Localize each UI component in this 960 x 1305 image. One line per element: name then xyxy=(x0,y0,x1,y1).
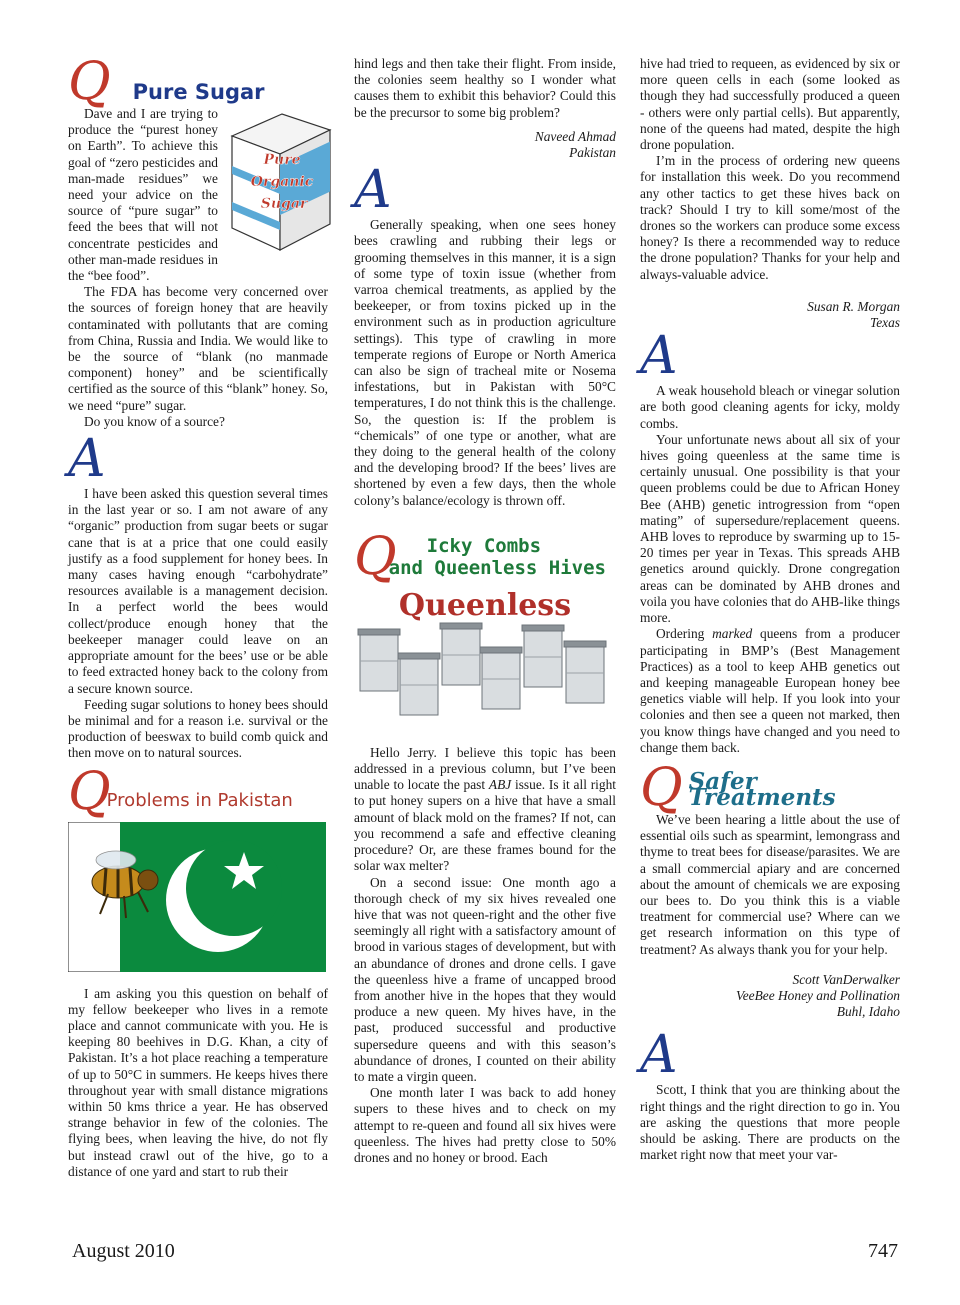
question-letter: Q xyxy=(68,761,111,822)
queenless-hives-illustration xyxy=(354,585,616,735)
paragraph: Feeding sugar solutions to honey bees should be minimal and for a reason i.e. survival or the production of beeswax to build comb quick and then move on to natural sources. xyxy=(68,696,328,761)
answer-letter: A xyxy=(354,160,392,221)
paragraph: I have been asked this question several times in the last year or so. I am not aware of any “organic” production from sugar beets or sugar cane that is at a price that one could easily justify as a food supplement for honey bees. In many cases having enough “carbohydrate” resources available is a management decision. In a perfect world the bees would collect/produce enough honey that the beekeeper manager could leave on an appropriate amount for the bees’ use or be able to feed extracted honey back to the colony from a secure known source. xyxy=(68,486,328,696)
column-1 xyxy=(68,52,328,1180)
answer-letter: A xyxy=(68,429,106,490)
text-run: issue. Is it all right to put honey supers on a hive that have a small amount of black mold on the frames? If not, can you recommend a safe and effective cleaning procedure? Or, are these frames bound for the solar wax melter? xyxy=(354,777,616,874)
journal-abbrev: ABJ xyxy=(488,777,512,793)
footer-date: August 2010 xyxy=(72,1240,175,1262)
emphasis: marked xyxy=(712,626,753,642)
question-header-pakistan xyxy=(68,761,328,822)
signature-org: VeeBee Honey and Pollination xyxy=(736,987,900,1003)
queenless-label: Queenless xyxy=(398,587,572,623)
question-letter: Q xyxy=(68,52,111,112)
paragraph: Scott, I think that you are thinking about the right things and the right direction to go in. You are asking the questions that more people should be asking. There are products on the market right now that meet your var- xyxy=(640,1082,900,1163)
paragraph: Dave and I are trying to produce the “purest honey on Earth”. To achieve this goal of “zero pesticides and man-made residues” we need your advice on the source of “pure sugar” to feed the bees that will not concentrate pesticides and other man-made residues in the “bee food”. xyxy=(68,106,218,284)
sugar-box-label-3: Sugar xyxy=(260,196,308,212)
paragraph: hive had tried to requeen, as evidenced by six or more queen cells in each (some looked as though they had successfully produced a queen - others were only partial cells). But apparently, none of the queens had mated, despite the high drone population. xyxy=(640,56,900,153)
answer-letter: A xyxy=(640,326,678,387)
signature-name: Scott VanDerwalker xyxy=(792,971,900,987)
paragraph: Do you know of a source? xyxy=(84,413,225,429)
paragraph xyxy=(640,626,900,756)
paragraph xyxy=(354,745,616,875)
paragraph: hind legs and then take their flight. From inside, the colonies seem healthy so I wonder what causes them to exhibit this behavior? Could this be the precursor to some big problem? xyxy=(354,56,616,120)
column-2 xyxy=(354,56,616,1166)
question-header-safer-treatments xyxy=(640,757,900,818)
section-title xyxy=(388,534,606,579)
page-number: 747 xyxy=(868,1240,898,1262)
signature-place: Texas xyxy=(869,315,900,331)
paragraph: I am asking you this question on behalf of my fellow beekeeper who lives in a remote place and cannot communicate with you. He is keeping 80 beehives in D.G. Khan, a city of Pakistan. It’s a hot place reaching a temperature of up to 50°C in summers. He keeps hives there throughout year with small distance migrations within 50 kms thrice a year. He has observed strange behavior in few of the colonies. The flying bees, when leaving the hive, do not fly but instead crawl out of the hive, go to a distance of one yard and start to rub their xyxy=(68,985,328,1179)
question-header-icky-combs xyxy=(354,523,616,587)
question-letter: Q xyxy=(354,526,397,587)
paragraph: I’m in the process of ordering new queens for installation this week. Do you recommend any other tactics to get these hives back on track? Should I try to kill some/most of the drones so the workers can produce some excess honey? Is there a recommended way to reduce the drone population? Thanks for your help and always-valuable advice. xyxy=(640,153,900,282)
paragraph: A weak household bleach or vinegar solution are both good cleaning agents for icky, moldy combs. xyxy=(640,383,900,431)
pakistan-flag-bee-illustration xyxy=(68,822,326,972)
signature-place: Buhl, Idaho xyxy=(836,1004,900,1020)
section-title-line-1: Icky Combs xyxy=(426,534,542,557)
paragraph: One month later I was back to add honey supers to these hives and to check on my attempt to re-queen and found all six hives were queenless. The hives had pretty close to 50% drones and no honey or brood. Each xyxy=(354,1085,616,1165)
signature-name: Susan R. Morgan xyxy=(807,298,900,314)
question-header-pure-sugar xyxy=(68,52,328,112)
paragraph: Your unfortunate news about all six of your hives going queenless at the same time is certainly unusual. One possibility is that your queen problems could be due to African Honey Bee (AHB) genetic introgression from “open mating” of supersedure/replacement queens. AHB loves to reproduce by swarming up to 15-20 times per year in Texas. This spreads AHB genetics around quickly. Drone congregation areas can be dominated by AHB drones and voila you have colonies that do AHB-like things more. xyxy=(640,431,900,626)
section-title-line-2: and Queenless Hives xyxy=(388,556,606,579)
sugar-box-label-1: Pure xyxy=(263,152,301,168)
text-run: queens from a producer participating in BMP’s (Best Management Practices) as a tool to keep AHB genetics out and keeping manageable European honey bee genetics viable will help. If you look into your colonies and then see a queen not marked, then you know things have changed and you need to change them back. xyxy=(640,626,900,755)
section-title: Pure Sugar xyxy=(132,79,265,104)
sugar-box-label-2: Organic xyxy=(250,174,314,190)
text-run: Ordering xyxy=(656,626,713,642)
paragraph: Generally speaking, when one sees honey bees crawling and rubbing their legs or grooming themselves in this manner, it is a sign of some type of toxin issue (whether from varroa chemical treatments, as applied by the beekeeper, or from toxins picked up in the environment such as in production agriculture settings). This type of crawling in more temperate regions of Europe or North America can also be sign of tracheal mite or Nosema infestations, but in Pakistan with 50°C temperatures, I do not think this is the challenge. So, the question is: If the problem is “chemicals” of one type or another, what are they doing to the general health of the colony and the developing brood? If the bees’ lives are shortened by even a few days, then the whole colony’s balance/ecology is thrown off. xyxy=(354,217,616,508)
text-run: Hello Jerry. I believe this topic has been addressed in a previous column, but I’ve been unable to locate the past xyxy=(354,744,616,793)
sugar-box-illustration xyxy=(222,106,334,254)
signature-name: Naveed Ahmad xyxy=(534,128,616,144)
paragraph: On a second issue: One month ago a thorough check of my six hives revealed one hive that was not queen-right and the other five seemingly all right with a satisfactory amount of brood in various stages of development, but with an abundance of drones and drone cells. I gave the queenless hive a frame of uncapped brood from another hive in the hopes that they would produce a new queen. My hives have, in the past, produced successful and productive supersedure queens and with this season’s abundance of drones, I counted on their ability to mate a virgin queen. xyxy=(354,874,616,1084)
paragraph: We’ve been hearing a little about the use of essential oils such as spearmint, lemongrass and thyme to treat bees for disease/parasites. We are a small commercial apiary and are concerned about the amount of chemicals we are exposing our bees to. Do you think this is a viable treatment for commercial use? Where can we get research information on this type of treatment? As always thank you for your help. xyxy=(640,811,900,957)
section-title: Problems in Pakistan xyxy=(106,790,293,812)
section-title: Safer Treatments xyxy=(688,767,836,811)
signature-place: Pakistan xyxy=(569,145,616,161)
answer-letter: A xyxy=(640,1025,678,1086)
column-3 xyxy=(640,56,900,1163)
paragraph: The FDA has become very concerned over the sources of foreign honey that are heavily contaminated with pollutants that are coming from China, Russia and India. We would like to be the source of “blank (no manmade component) honey” and be scientifically certified as the source of this “blank” honey. So, we need “pure” sugar. xyxy=(68,284,328,413)
question-letter: Q xyxy=(640,757,683,818)
